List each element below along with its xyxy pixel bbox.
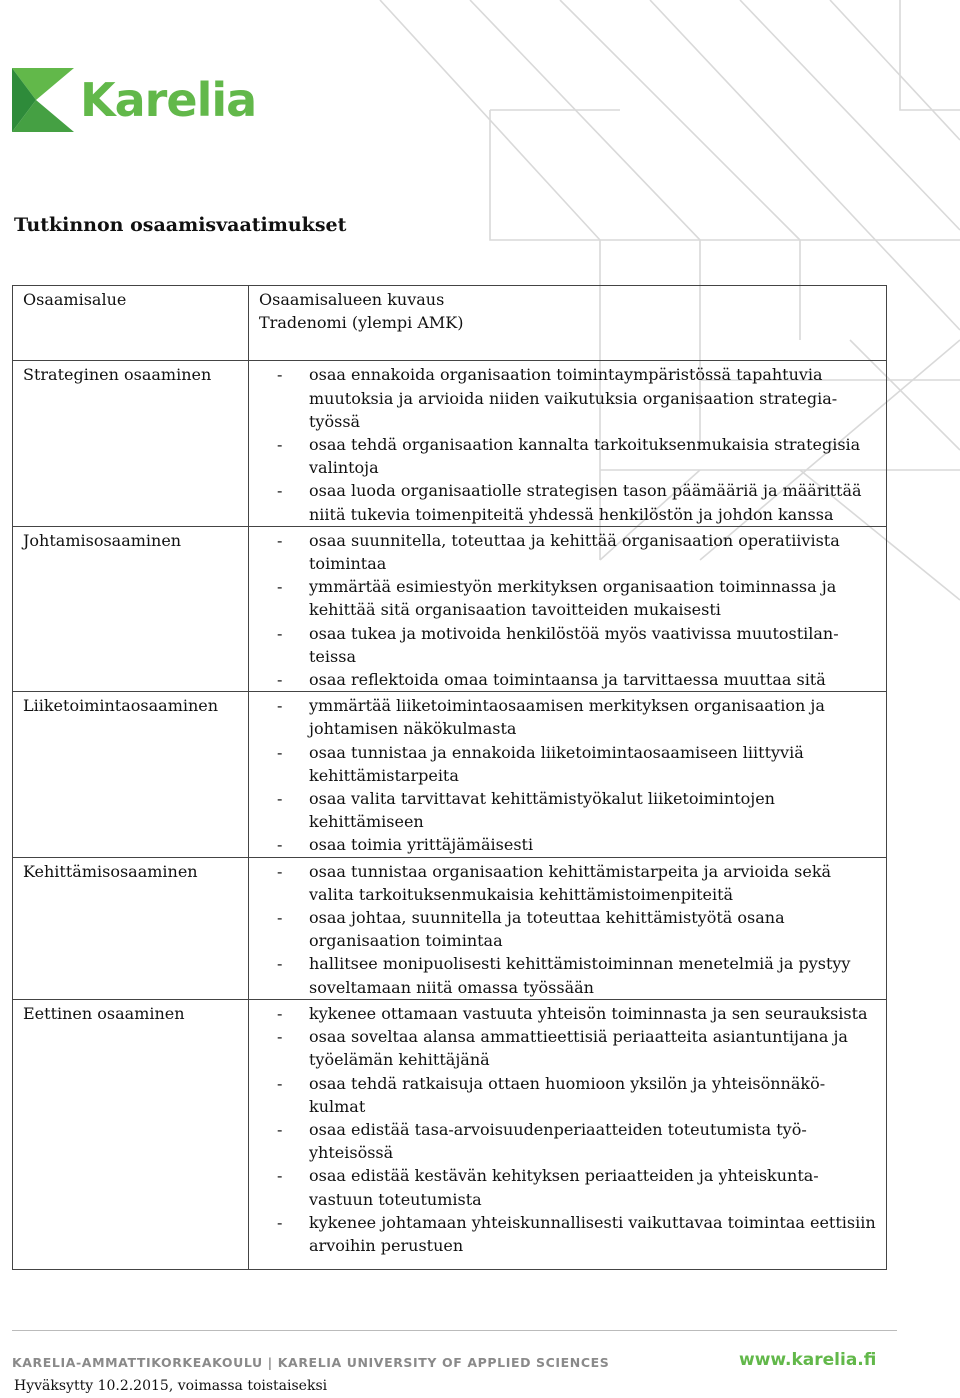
competence-area-cell [13, 857, 249, 999]
competence-area-label: Johtamisosaaminen [23, 530, 182, 550]
header-area [13, 286, 249, 361]
list-item: - osaa johtaa, suunnitella ja toteuttaa kehittämistyötä osana organisaation toimintaa [277, 906, 878, 952]
competence-description-cell [249, 526, 887, 691]
list-item: - osaa ennakoida organisaation toimintaympäristössä tapahtuvia muutoksia ja arvioida niiden vaikutuksia organisaation strategia-työssä [277, 363, 878, 433]
table-row [13, 692, 887, 857]
karelia-logo [12, 68, 272, 134]
table-header-row [13, 286, 887, 361]
list-item: - osaa tunnistaa ja ennakoida liiketoimintaosaamiseen liittyviä kehittämistarpeita [277, 741, 878, 787]
table-row [13, 999, 887, 1269]
list-item: - osaa tunnistaa organisaation kehittämistarpeita ja arvioida sekä valita tarkoituksenmukaisia kehittämistoimenpiteitä [277, 860, 878, 906]
list-item: - osaa toimia yrittäjämäisesti [277, 833, 878, 856]
list-item: - ymmärtää esimiestyön merkityksen organisaation toiminnassa ja kehittää sitä organisaation tavoitteiden mukaisesti [277, 575, 878, 621]
list-item: - osaa reflektoida omaa toimintaansa ja tarvittaessa muuttaa sitä [277, 668, 878, 691]
competence-area-cell [13, 526, 249, 691]
competence-area-label: Liiketoimintaosaaminen [23, 696, 219, 716]
competence-description-cell [249, 692, 887, 857]
footer-organization: KARELIA-AMMATTIKORKEAKOULU | KARELIA UNIVERSITY OF APPLIED SCIENCES [12, 1355, 610, 1370]
list-item: - kykenee ottamaan vastuuta yhteisön toiminnasta ja sen seurauksista [277, 1002, 878, 1025]
list-item: - osaa tukea ja motivoida henkilöstöä myös vaativissa muutostilan-teissa [277, 622, 878, 668]
list-item: - osaa tehdä organisaation kannalta tarkoituksenmukaisia strategisia valintoja [277, 433, 878, 479]
list-item: - osaa tehdä ratkaisuja ottaen huomioon yksilön ja yhteisönnäkö-kulmat [277, 1072, 878, 1118]
competence-area-label: Kehittämisosaaminen [23, 861, 198, 881]
footer-divider [12, 1330, 897, 1331]
list-item: - osaa edistää kestävän kehityksen periaatteiden ja yhteiskunta-vastuun toteutumista [277, 1164, 878, 1210]
competence-area-cell [13, 692, 249, 857]
competence-table [12, 285, 887, 1270]
competence-area-cell [13, 999, 249, 1269]
header-degree-label: Tradenomi (ylempi AMK) [259, 313, 464, 333]
table-row [13, 361, 887, 526]
competence-description-cell [249, 857, 887, 999]
list-item: - osaa edistää tasa-arvoisuudenperiaatteiden toteutumista työ-yhteisössä [277, 1118, 878, 1164]
competence-description-cell [249, 361, 887, 526]
list-item: - ymmärtää liiketoimintaosaamisen merkityksen organisaation ja johtamisen näkökulmasta [277, 694, 878, 740]
footer-approval-note: Hyväksytty 10.2.2015, voimassa toistaiseksi [14, 1378, 328, 1394]
competence-list [277, 1002, 878, 1257]
list-item: - kykenee johtamaan yhteiskunnallisesti vaikuttavaa toimintaa eettisiin arvoihin perustuen [277, 1211, 878, 1257]
table-row [13, 857, 887, 999]
competence-list [277, 860, 878, 999]
footer-website-link[interactable]: www.karelia.fi [739, 1350, 877, 1370]
header-desc-label: Osaamisalueen kuvaus [259, 290, 445, 309]
list-item: - osaa suunnitella, toteuttaa ja kehittää organisaation operatiivista toimintaa [277, 529, 878, 575]
competence-list [277, 363, 878, 525]
list-item: - osaa soveltaa alansa ammattieettisiä periaatteita asiantuntijana ja työelämän kehittäjänä [277, 1025, 878, 1071]
list-item: - osaa valita tarvittavat kehittämistyökalut liiketoimintojen kehittämiseen [277, 787, 878, 833]
karelia-logo-icon [12, 68, 76, 132]
header-description [249, 286, 887, 361]
list-item: - hallitsee monipuolisesti kehittämistoiminnan menetelmiä ja pystyy soveltamaan niitä omassa työssään [277, 952, 878, 998]
list-item: - osaa luoda organisaatiolle strategisen tason päämääriä ja määrittää niitä tukevia toimenpiteitä yhdessä henkilöstön ja johdon kanssa [277, 479, 878, 525]
competence-description-cell [249, 999, 887, 1269]
competence-area-label: Eettinen osaaminen [23, 1003, 185, 1023]
competence-list [277, 529, 878, 691]
competence-list [277, 694, 878, 856]
header-area-label: Osaamisalue [23, 290, 127, 309]
table-row [13, 526, 887, 691]
competence-area-cell [13, 361, 249, 526]
competence-area-label: Strateginen osaaminen [23, 365, 212, 385]
logo-wordmark: Karelia [80, 73, 257, 127]
page-title: Tutkinnon osaamisvaatimukset [14, 214, 347, 236]
